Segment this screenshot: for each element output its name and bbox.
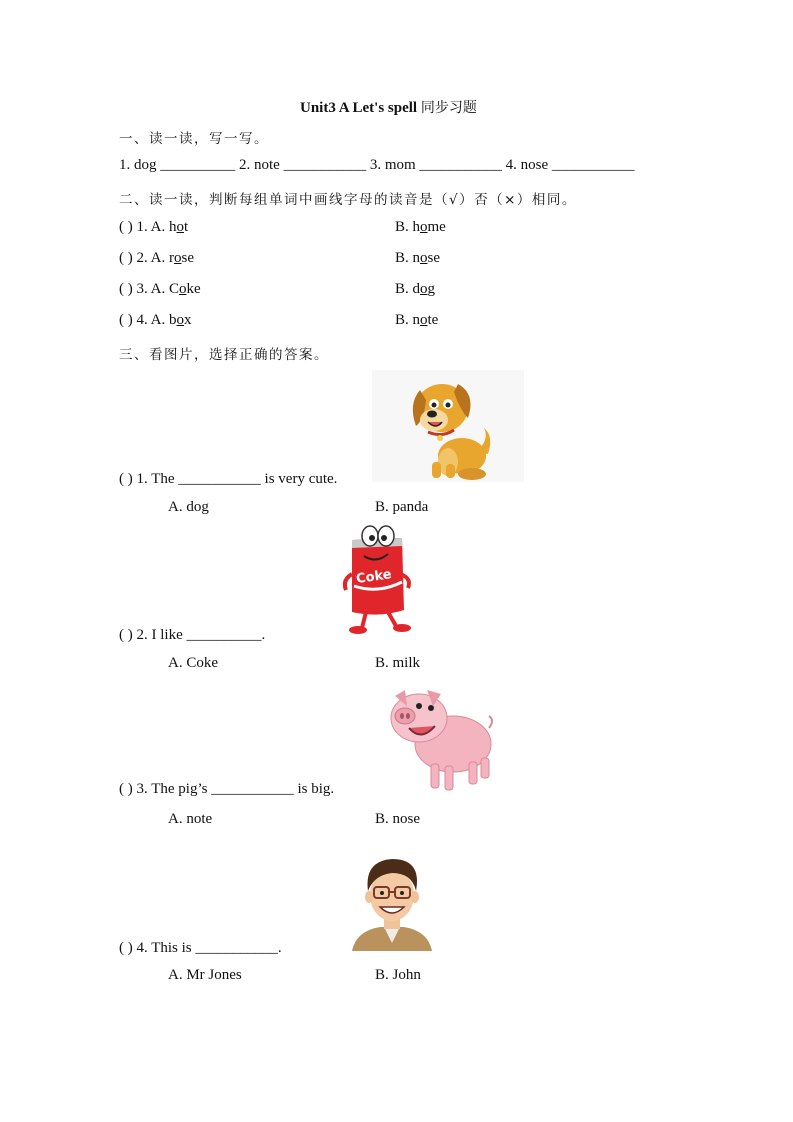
- question-4-option-a: A. Mr Jones: [168, 967, 242, 983]
- title-english: Unit3 A Let's spell: [300, 100, 418, 116]
- question-1-option-b: B. panda: [375, 499, 429, 515]
- judge-item-2: ( ) 2. A. rose: [119, 250, 194, 266]
- section1-heading: 一、读一读，写一写。: [119, 131, 269, 147]
- question-1-option-a: A. dog: [168, 499, 209, 515]
- section2-heading: 二、读一读，判断每组单词中画线字母的读音是（√）否（×）相同。: [119, 192, 577, 208]
- judge-item-1: ( ) 1. A. hot: [119, 219, 189, 235]
- man-with-glasses-image: [350, 851, 434, 951]
- question-3-option-b: B. nose: [375, 811, 420, 827]
- question-2-option-a: A. Coke: [168, 655, 218, 671]
- title-chinese: 同步习题: [420, 100, 477, 116]
- question-3-text: ( ) 3. The pig’s ___________ is big.: [119, 781, 335, 797]
- section3-heading: 三、看图片，选择正确的答案。: [119, 347, 329, 363]
- coke-can-image: [340, 524, 416, 636]
- page-title: [300, 97, 477, 117]
- pig-image: [383, 686, 495, 796]
- section1-line: 1. dog __________ 2. note ___________ 3. mom ___________ 4. nose ___________: [119, 157, 635, 173]
- question-4-option-b: B. John: [375, 967, 421, 983]
- question-3-option-a: A. note: [168, 811, 213, 827]
- question-1-text: ( ) 1. The ___________ is very cute.: [119, 471, 338, 487]
- judge-item-3-b: B. dog: [395, 281, 436, 297]
- question-4-text: ( ) 4. This is ___________.: [119, 940, 282, 956]
- judge-item-4-b: B. note: [395, 312, 439, 328]
- judge-item-4: ( ) 4. A. box: [119, 312, 192, 328]
- judge-item-3: ( ) 3. A. Coke: [119, 281, 201, 297]
- judge-item-1-b: B. home: [395, 219, 446, 235]
- dog-image: [372, 370, 524, 482]
- judge-item-2-b: B. nose: [395, 250, 441, 266]
- question-2-text: ( ) 2. I like __________.: [119, 627, 266, 643]
- coke-can-label: Coke: [355, 567, 393, 587]
- question-2-option-b: B. milk: [375, 655, 421, 671]
